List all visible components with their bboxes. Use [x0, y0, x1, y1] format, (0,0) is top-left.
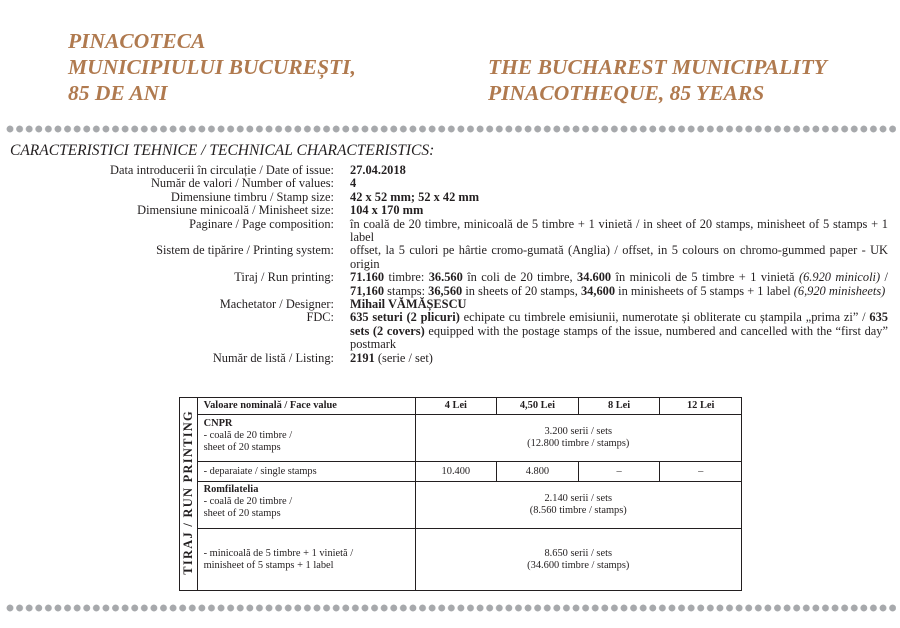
spec-value: 71.160 timbre: 36.560 în coli de 20 timbre, 34.600 în minicoli de 5 timbre + 1 vinietă (6.920 minicoli) / 71,160 stamps: 36,560 in sheets of 20 stamps, 34,600 in minisheets of 5 stamps + 1 label (6,920 minisheets)	[350, 270, 889, 298]
spec-row-listing	[0, 352, 900, 365]
run-printing-table	[179, 397, 742, 591]
header-value-3: 8 Lei	[578, 398, 660, 415]
minisheet-label: - minicoală de 5 timbre + 1 vinietă / minisheet of 5 stamps + 1 label	[197, 529, 415, 591]
spec-row-date	[0, 164, 900, 177]
title-romanian: PINACOTECA MUNICIPIULUI BUCUREȘTI, 85 DE ANI	[68, 29, 356, 105]
spec-row-run	[0, 271, 900, 298]
spec-row-designer	[0, 298, 900, 311]
spec-label: Dimensiune timbru / Stamp size:	[170, 189, 334, 204]
section-title: CARACTERISTICI TEHNICE / TECHNICAL CHARACTERISTICS:	[10, 142, 435, 159]
cnpr-label: CNPR	[203, 418, 233, 429]
spec-label: Dimensiune minicoală / Minisheet size:	[137, 203, 334, 218]
specs-list	[0, 164, 900, 365]
spec-row-minisheet-size	[0, 204, 900, 217]
spec-label: Sistem de tipărire / Printing system:	[156, 243, 334, 258]
romfilatelia-sheet-value: 2.140 serii / sets (8.560 timbre / stamps)	[415, 482, 741, 529]
spec-row-stamp-size	[0, 191, 900, 204]
header-value-1: 4 Lei	[415, 398, 497, 415]
table-row-single	[180, 462, 742, 482]
dotted-divider-top	[6, 125, 896, 133]
spec-value: 635 seturi (2 plicuri) echipate cu timbrele emisiunii, numerotate și obliterate cu ștampila „prima zi” / 635 sets (2 covers) equipped with the postage stamps of the issue, numbered and cancelled with the “first day” postmark	[350, 310, 888, 352]
title-english: THE BUCHAREST MUNICIPALITY PINACOTHEQUE, 85 YEARS	[488, 55, 827, 105]
spec-row-printing	[0, 244, 900, 271]
spec-value: Mihail VĂMĂȘESCU	[350, 297, 467, 312]
spec-value: 27.04.2018	[350, 163, 406, 177]
minisheet-value: 8.650 serii / sets (34.600 timbre / stamps)	[415, 529, 741, 591]
cnpr-sheet-value: 3.200 serii / sets (12.800 timbre / stamps)	[415, 415, 741, 462]
romfilatelia-label: Romfilatelia	[203, 484, 259, 495]
spec-value: 4	[350, 176, 357, 191]
spec-label: Machetator / Designer:	[219, 297, 334, 312]
single-value-3: –	[578, 462, 660, 482]
single-value-1: 10.400	[415, 462, 497, 482]
table-row-cnpr-sheet	[180, 415, 742, 462]
spec-value: 104 x 170 mm	[350, 203, 424, 218]
single-value-2: 4.800	[497, 462, 579, 482]
table-header-row	[180, 398, 742, 415]
table-row-romfilatelia-sheet	[180, 482, 742, 529]
header-face-value: Valoare nominală / Face value	[197, 398, 415, 415]
spec-label: Data introducerii în circulație / Date of issue:	[110, 163, 334, 177]
single-value-4: –	[660, 462, 742, 482]
romfilatelia-sheet-label: - coală de 20 timbre / sheet of 20 stamps	[203, 496, 293, 519]
spec-value: în coală de 20 timbre, minicoală de 5 timbre + 1 vinietă / in sheet of 20 stamps, minisheet of 5 stamps + 1 label	[350, 216, 888, 245]
dotted-divider-bottom	[6, 604, 896, 612]
header-value-2: 4,50 Lei	[497, 398, 579, 415]
spec-row-page	[0, 218, 900, 245]
spec-row-values	[0, 177, 900, 190]
spec-value: 2191 (serie / set)	[350, 350, 433, 365]
spec-label: FDC:	[306, 310, 334, 325]
spec-value: offset, la 5 culori pe hârtie cromo-gumată (Anglia) / offset, in 5 colours on chromo-gummed paper - UK origin	[350, 243, 888, 271]
single-label: - deparaiate / single stamps	[197, 462, 415, 482]
spec-value: 42 x 52 mm; 52 x 42 mm	[350, 189, 480, 204]
spec-row-fdc	[0, 311, 900, 351]
side-label: TIRAJ / RUN PRINTING	[180, 398, 198, 591]
spec-label: Tiraj / Run printing:	[234, 270, 334, 285]
cnpr-sheet-label: - coală de 20 timbre / sheet of 20 stamps	[203, 430, 293, 453]
header-value-4: 12 Lei	[660, 398, 742, 415]
spec-label: Paginare / Page composition:	[189, 216, 334, 231]
spec-label: Număr de valori / Number of values:	[150, 176, 334, 191]
spec-label: Număr de listă / Listing:	[212, 350, 334, 365]
table-row-minisheet	[180, 529, 742, 591]
